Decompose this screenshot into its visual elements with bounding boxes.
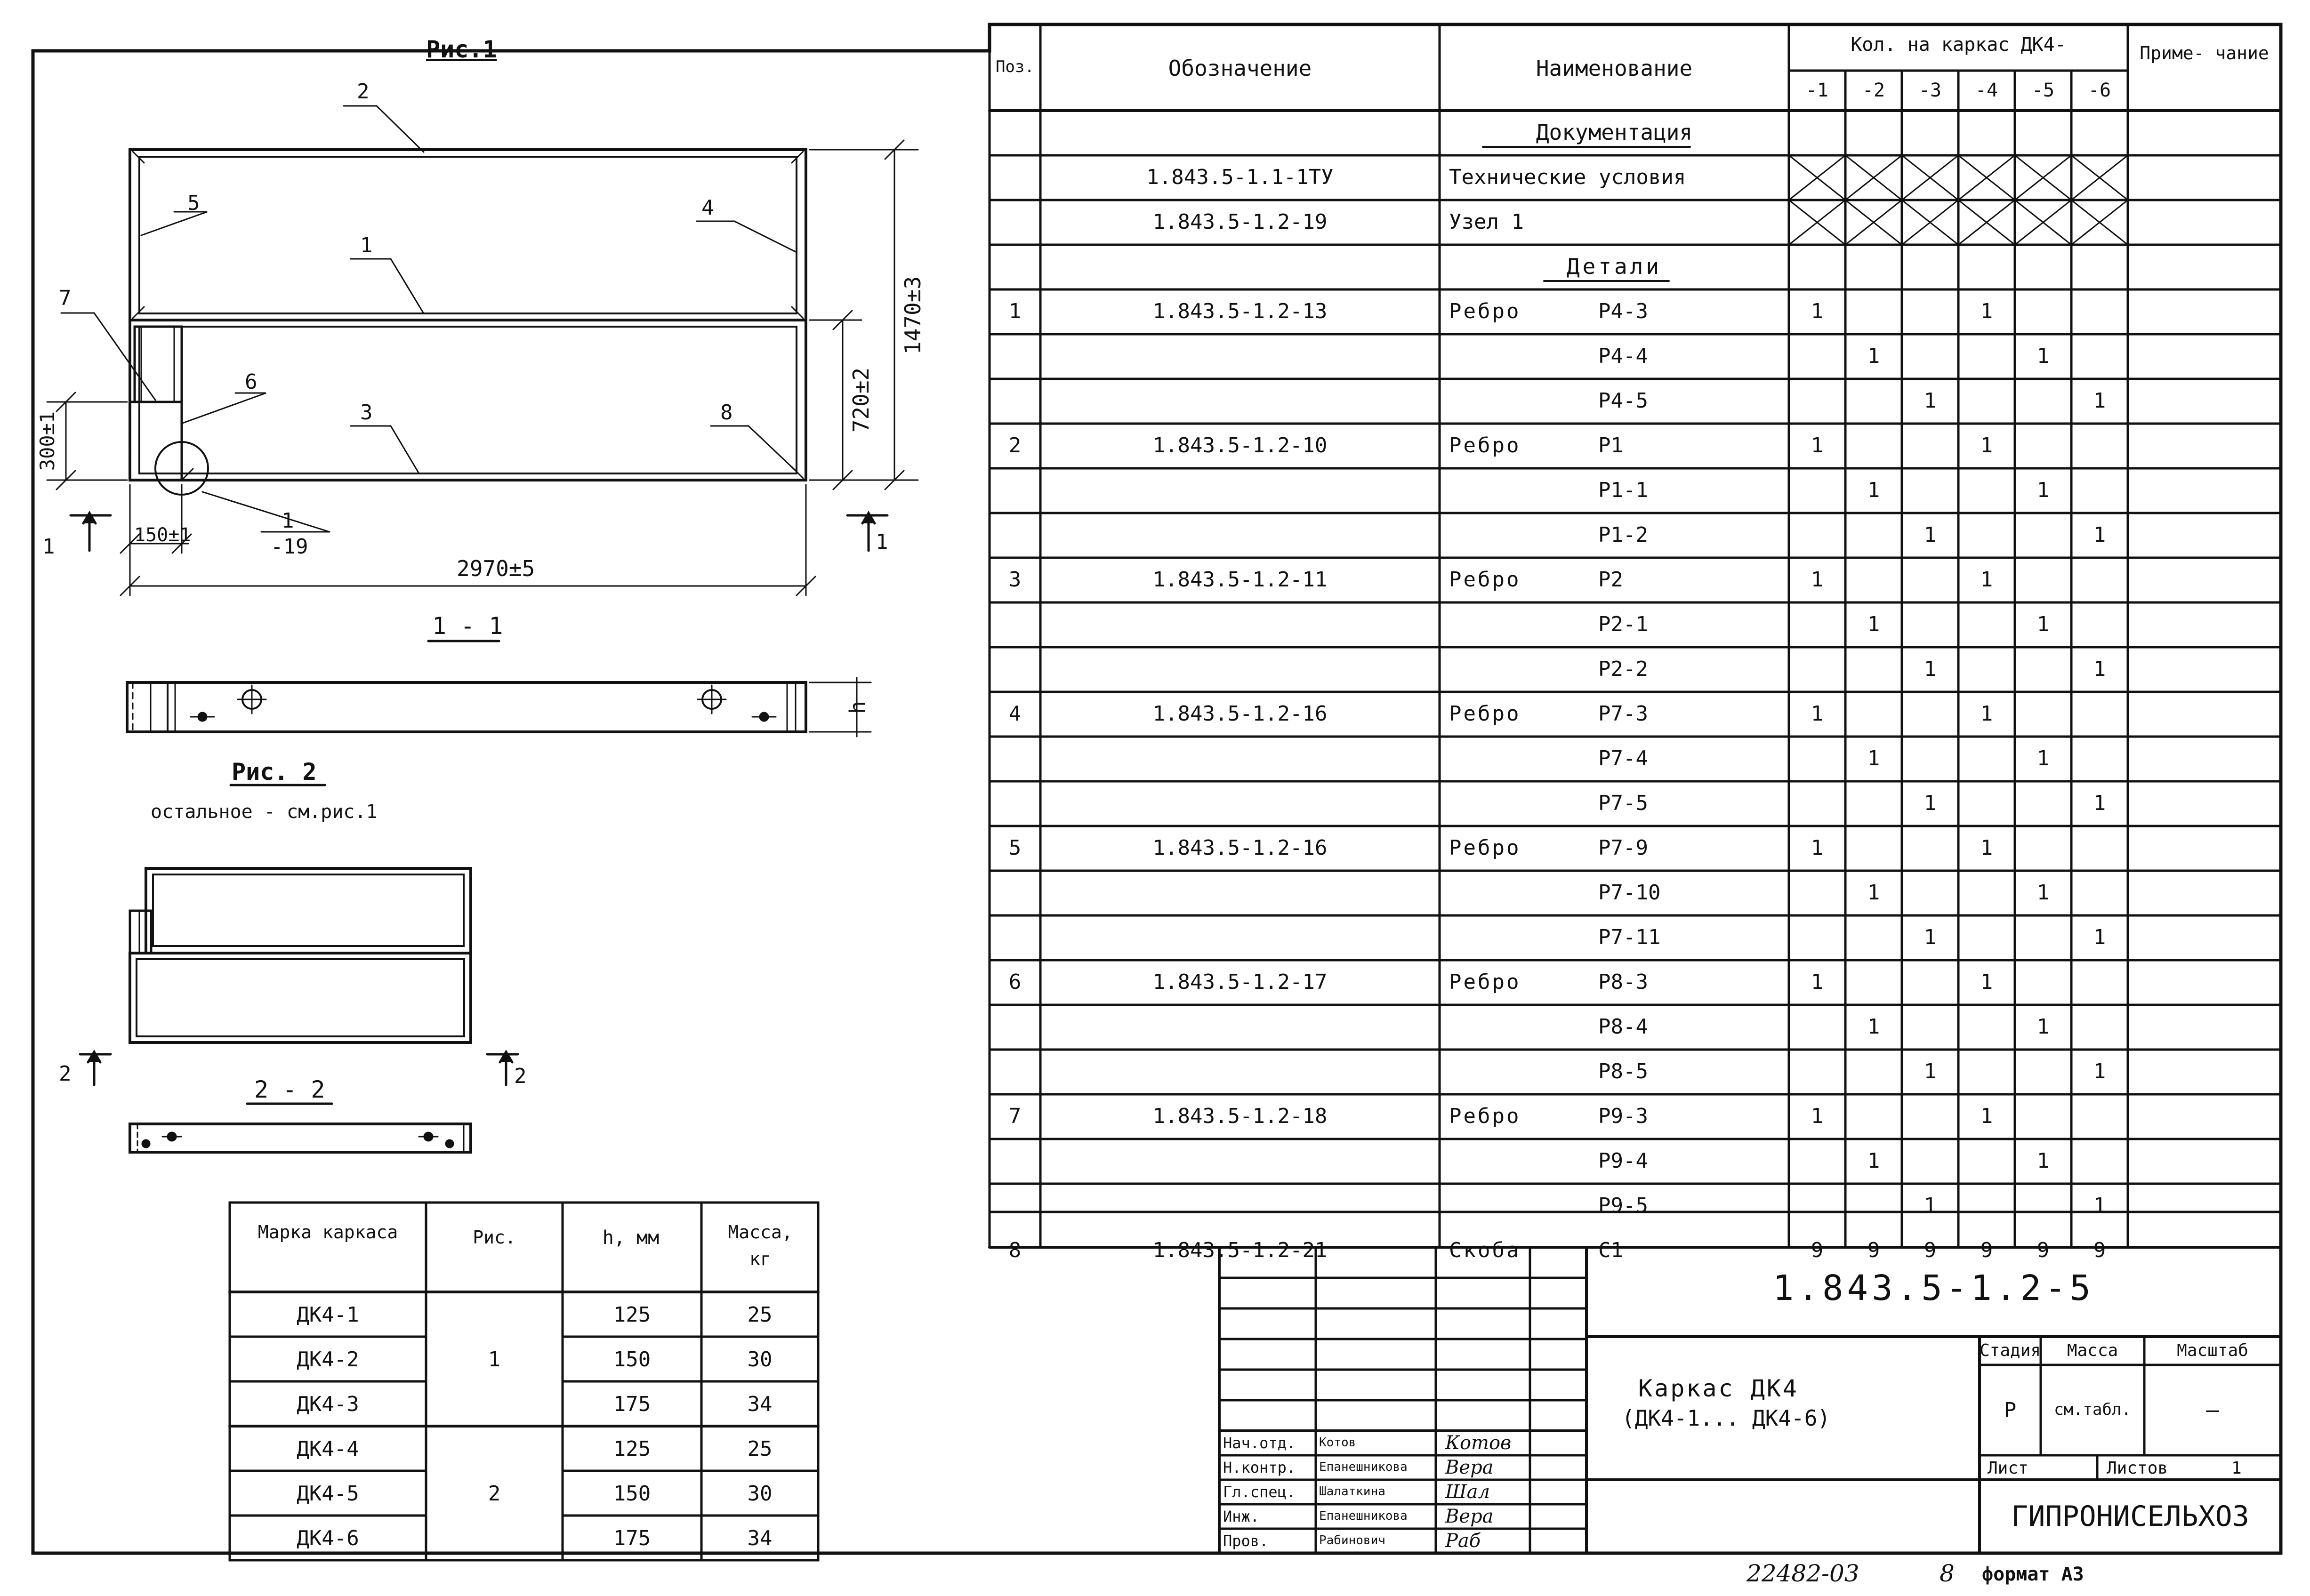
spec-row-mark: Р1-2 xyxy=(1598,523,1648,547)
spec-row-mark: Р2-2 xyxy=(1598,657,1648,681)
callout-1: 1 xyxy=(360,233,373,257)
spec-row-designation: 1.843.5-1.2-16 xyxy=(1152,702,1328,726)
spec-row-designation: 1.843.5-1.2-11 xyxy=(1152,568,1328,592)
spec-row-mark: Р9-4 xyxy=(1598,1149,1648,1173)
spec-row-designation: 1.843.5-1.2-16 xyxy=(1152,836,1328,860)
signer-signature: Вера xyxy=(1445,1457,1494,1478)
spec-row-mark: Р4-4 xyxy=(1598,344,1648,368)
mark-row-4-mass: 25 xyxy=(747,1437,773,1461)
spec-section-docs: Документация xyxy=(1536,120,1693,145)
spec-section-details: Детали xyxy=(1566,254,1662,279)
spec-row-qty-5: 1 xyxy=(2036,344,2050,368)
spec-row-designation: 1.843.5-1.2-13 xyxy=(1152,299,1328,323)
spec-row-qty-3: 1 xyxy=(1924,1194,1937,1218)
spec-row-mark: Р8-4 xyxy=(1598,1015,1648,1039)
spec-row-qty-6: 1 xyxy=(2093,1194,2106,1218)
sheet-number: 8 xyxy=(1940,1560,1955,1587)
doc-2-designation: 1.843.5-1.2-19 xyxy=(1152,210,1328,234)
spec-row-type: Ребро xyxy=(1449,433,1521,457)
mass-value: см.табл. xyxy=(2054,1400,2131,1419)
cut-1-right: 1 xyxy=(876,530,888,554)
spec-row-type: Ребро xyxy=(1449,299,1521,323)
spec-row-qty-4: 1 xyxy=(1980,970,1993,994)
spec-row-qty-6: 9 xyxy=(2093,1238,2106,1262)
section-2-2-view xyxy=(130,1124,471,1152)
spec-qty-col-6: -6 xyxy=(2088,80,2111,101)
mark-row-2-mark: ДК4-2 xyxy=(297,1347,359,1371)
spec-row-mark: Р9-5 xyxy=(1598,1194,1648,1218)
spec-row-pos: 8 xyxy=(1008,1238,1022,1262)
doc-1-name: Технические условия xyxy=(1449,165,1686,189)
spec-row-qty-6: 1 xyxy=(2093,1059,2106,1083)
spec-header-qty: Кол. на каркас ДК4- xyxy=(1851,34,2066,56)
spec-header-designation: Обозначение xyxy=(1168,56,1312,81)
spec-row-mark: Р8-5 xyxy=(1598,1059,1648,1083)
spec-row-qty-1: 1 xyxy=(1811,299,1824,323)
fig2-note: остальное - см.рис.1 xyxy=(151,801,378,823)
mark-row-4-mark: ДК4-4 xyxy=(297,1437,359,1461)
spec-row-mark: Р7-9 xyxy=(1598,836,1648,860)
mark-table-header-mass: Масса, кг xyxy=(728,1222,793,1269)
sheets-value: 1 xyxy=(2231,1459,2242,1478)
spec-row-mark: Р7-4 xyxy=(1598,746,1648,770)
spec-row-mark: Р1-1 xyxy=(1598,478,1648,502)
callout-4: 4 xyxy=(701,196,714,220)
mark-row-3-h: 175 xyxy=(613,1392,651,1416)
spec-row-pos: 4 xyxy=(1008,702,1022,726)
spec-row-qty-3: 1 xyxy=(1924,791,1937,815)
cut-2-right: 2 xyxy=(514,1064,527,1088)
spec-row-qty-5: 1 xyxy=(2036,746,2050,770)
spec-row-mark: Р7-5 xyxy=(1598,791,1648,815)
spec-qty-col-5: -5 xyxy=(2031,80,2055,101)
spec-qty-col-3: -3 xyxy=(1918,80,1942,101)
spec-row-qty-3: 1 xyxy=(1924,1059,1937,1083)
doc-1-designation: 1.843.5-1.1-1ТУ xyxy=(1146,165,1334,189)
spec-row-type: Ребро xyxy=(1449,702,1521,726)
spec-row-qty-5: 1 xyxy=(2036,881,2050,905)
spec-row-pos: 6 xyxy=(1008,970,1022,994)
stage-value: Р xyxy=(2004,1398,2017,1422)
signer-signature: Котов xyxy=(1445,1432,1512,1454)
mark-row-4-h: 125 xyxy=(613,1437,651,1461)
mark-row-3-mass: 34 xyxy=(747,1392,773,1416)
inventory-number: 22482-03 xyxy=(1747,1560,1859,1587)
spec-row-qty-5: 1 xyxy=(2036,478,2050,502)
callout-6: 6 xyxy=(245,370,258,394)
signer-role: Инж. xyxy=(1223,1508,1260,1525)
spec-row-mark: Р7-3 xyxy=(1598,702,1648,726)
spec-qty-col-4: -4 xyxy=(1975,80,1998,101)
spec-row-qty-6: 1 xyxy=(2093,523,2106,547)
fig2-title: Рис. 2 xyxy=(232,758,317,786)
fig1-title: Рис.1 xyxy=(426,36,497,63)
spec-row-qty-2: 1 xyxy=(1867,1015,1880,1039)
callout-7: 7 xyxy=(59,286,72,310)
mark-row-6-mark: ДК4-6 xyxy=(297,1526,359,1550)
spec-row-mark: Р7-11 xyxy=(1598,925,1661,949)
cut-1-left: 1 xyxy=(42,535,55,559)
spec-row-pos: 7 xyxy=(1008,1104,1022,1128)
stage-label: Стадия xyxy=(1980,1341,2041,1360)
callout-8: 8 xyxy=(720,401,733,425)
mark-row-6-h: 175 xyxy=(613,1526,651,1550)
spec-row-qty-1: 1 xyxy=(1811,970,1824,994)
dim-left-height: 300±1 xyxy=(36,411,59,471)
spec-row-designation: 1.843.5-1.2-10 xyxy=(1152,433,1328,457)
spec-row-qty-6: 1 xyxy=(2093,791,2106,815)
spec-row-qty-4: 1 xyxy=(1980,568,1993,592)
spec-row-mark: Р2 xyxy=(1598,568,1623,592)
spec-row-mark: Р7-10 xyxy=(1598,881,1661,905)
dim-offset: 150±1 xyxy=(134,524,191,546)
spec-row-designation: 1.843.5-1.2-18 xyxy=(1152,1104,1328,1128)
mass-label: Масса xyxy=(2067,1341,2118,1360)
spec-row-qty-1: 1 xyxy=(1811,702,1824,726)
spec-header-name: Наименование xyxy=(1536,56,1693,81)
node-number: 1 xyxy=(282,509,294,533)
spec-row-pos: 3 xyxy=(1008,568,1022,592)
spec-row-qty-6: 1 xyxy=(2093,657,2106,681)
spec-row-qty-1: 1 xyxy=(1811,836,1824,860)
spec-row-qty-2: 9 xyxy=(1867,1238,1880,1262)
spec-row-qty-2: 1 xyxy=(1867,344,1880,368)
spec-row-qty-2: 1 xyxy=(1867,881,1880,905)
spec-row-type: Ребро xyxy=(1449,1104,1521,1128)
paper-format: формат А3 xyxy=(1982,1564,2084,1585)
node-sheet: -19 xyxy=(271,535,308,559)
doc-code: 1.843.5-1.2-5 xyxy=(1772,1268,2095,1308)
item-sub: (ДК4-1... ДК4-6) xyxy=(1622,1405,1831,1431)
spec-row-qty-6: 1 xyxy=(2093,925,2106,949)
spec-row-qty-3: 1 xyxy=(1924,657,1937,681)
spec-qty-col-2: -2 xyxy=(1862,80,1885,101)
spec-row-designation: 1.843.5-1.2-21 xyxy=(1152,1238,1328,1262)
spec-row-mark: Р4-5 xyxy=(1598,389,1648,413)
doc-2-name: Узел 1 xyxy=(1449,210,1524,234)
sheet-label: Лист xyxy=(1988,1459,2028,1478)
mark-row-5-mass: 30 xyxy=(747,1482,773,1506)
dim-lower-height: 720±2 xyxy=(848,367,874,433)
spec-row-type: Ребро xyxy=(1449,970,1521,994)
spec-row-qty-4: 1 xyxy=(1980,702,1993,726)
signer-signature: Раб xyxy=(1445,1530,1481,1552)
mark-row-1-mark: ДК4-1 xyxy=(297,1303,359,1327)
mark-table-header-fig: Рис. xyxy=(473,1227,516,1248)
section-1-title: 1 - 1 xyxy=(432,612,503,640)
spec-row-pos: 2 xyxy=(1008,433,1022,457)
spec-row-qty-5: 1 xyxy=(2036,612,2050,636)
mark-row-fig-group-1: 1 xyxy=(488,1347,501,1371)
spec-row-type: Ребро xyxy=(1449,836,1521,860)
mark-row-fig-group-2: 2 xyxy=(488,1482,501,1506)
signer-role: Нач.отд. xyxy=(1223,1434,1296,1452)
mark-table-header-h: h, мм xyxy=(602,1227,660,1249)
spec-row-qty-3: 1 xyxy=(1924,389,1937,413)
signer-signature: Шал xyxy=(1445,1481,1490,1503)
mark-row-5-mark: ДК4-5 xyxy=(297,1482,359,1506)
section-2-title: 2 - 2 xyxy=(254,1076,325,1103)
dim-overall-height: 1470±3 xyxy=(900,276,926,355)
fig2-frame-view xyxy=(130,868,471,1043)
spec-row-mark: Р2-1 xyxy=(1598,612,1648,636)
spec-row-qty-4: 1 xyxy=(1980,836,1993,860)
spec-row-designation: 1.843.5-1.2-17 xyxy=(1152,970,1328,994)
cut-marker-1 xyxy=(71,509,888,554)
signer-name: Рабинович xyxy=(1319,1533,1385,1548)
spec-row-qty-5: 9 xyxy=(2036,1238,2050,1262)
mark-row-3-mark: ДК4-3 xyxy=(297,1392,359,1416)
spec-qty-col-1: -1 xyxy=(1805,80,1829,101)
dim-length: 2970±5 xyxy=(457,556,535,581)
spec-row-qty-1: 9 xyxy=(1811,1238,1824,1262)
spec-row-mark: Р9-3 xyxy=(1598,1104,1648,1128)
signer-name: Котов xyxy=(1319,1436,1356,1450)
spec-row-mark: Р1 xyxy=(1598,433,1623,457)
spec-header-note: Приме- чание xyxy=(2140,43,2269,64)
signer-name: Шалаткина xyxy=(1319,1484,1385,1499)
spec-row-pos: 5 xyxy=(1008,836,1022,860)
mark-table-header-mark: Марка каркаса xyxy=(258,1222,398,1243)
spec-row-type: Ребро xyxy=(1449,568,1521,592)
spec-row-qty-2: 1 xyxy=(1867,746,1880,770)
spec-row-mark: Р8-3 xyxy=(1598,970,1648,994)
organization: ГИПРОНИСЕЛЬХОЗ xyxy=(2011,1500,2249,1533)
sheets-label: Листов xyxy=(2107,1459,2168,1478)
callout-2: 2 xyxy=(357,80,370,104)
spec-row-type: Скоба xyxy=(1449,1238,1521,1262)
callout-5: 5 xyxy=(187,191,200,215)
spec-row-qty-1: 1 xyxy=(1811,433,1824,457)
spec-header-pos: Поз. xyxy=(996,57,1034,76)
scale-value: — xyxy=(2206,1397,2219,1422)
spec-row-qty-5: 1 xyxy=(2036,1149,2050,1173)
callout-3: 3 xyxy=(360,401,373,425)
spec-row-mark: С1 xyxy=(1598,1238,1623,1262)
signer-role: Пров. xyxy=(1223,1532,1269,1550)
spec-row-qty-4: 1 xyxy=(1980,433,1993,457)
signer-role: Н.контр. xyxy=(1223,1459,1296,1476)
mark-row-1-h: 125 xyxy=(613,1303,651,1327)
dim-h: h xyxy=(845,701,870,714)
signer-signature: Вера xyxy=(1445,1506,1494,1527)
spec-row-pos: 1 xyxy=(1008,299,1022,323)
spec-row-qty-4: 9 xyxy=(1980,1238,1993,1262)
signer-name: Епанешникова xyxy=(1319,1509,1408,1523)
spec-row-qty-2: 1 xyxy=(1867,478,1880,502)
cut-2-left: 2 xyxy=(59,1062,72,1086)
signer-role: Гл.спец. xyxy=(1223,1483,1296,1501)
spec-row-mark: Р4-3 xyxy=(1598,299,1648,323)
mark-row-5-h: 150 xyxy=(613,1482,651,1506)
spec-row-qty-1: 1 xyxy=(1811,568,1824,592)
spec-row-qty-4: 1 xyxy=(1980,1104,1993,1128)
spec-row-qty-1: 1 xyxy=(1811,1104,1824,1128)
scale-label: Масштаб xyxy=(2177,1341,2248,1360)
signer-name: Епанешникова xyxy=(1319,1460,1408,1474)
spec-row-qty-6: 1 xyxy=(2093,389,2106,413)
mark-row-1-mass: 25 xyxy=(747,1303,773,1327)
spec-row-qty-4: 1 xyxy=(1980,299,1993,323)
section-1-1-view xyxy=(127,678,871,737)
mark-row-2-h: 150 xyxy=(613,1347,651,1371)
mark-row-6-mass: 34 xyxy=(747,1526,773,1550)
item-name: Каркас ДК4 xyxy=(1638,1375,1799,1402)
spec-row-qty-2: 1 xyxy=(1867,612,1880,636)
mark-row-2-mass: 30 xyxy=(747,1347,773,1371)
spec-row-qty-2: 1 xyxy=(1867,1149,1880,1173)
spec-row-qty-5: 1 xyxy=(2036,1015,2050,1039)
spec-row-qty-3: 9 xyxy=(1924,1238,1937,1262)
spec-row-qty-3: 1 xyxy=(1924,925,1937,949)
spec-row-qty-3: 1 xyxy=(1924,523,1937,547)
